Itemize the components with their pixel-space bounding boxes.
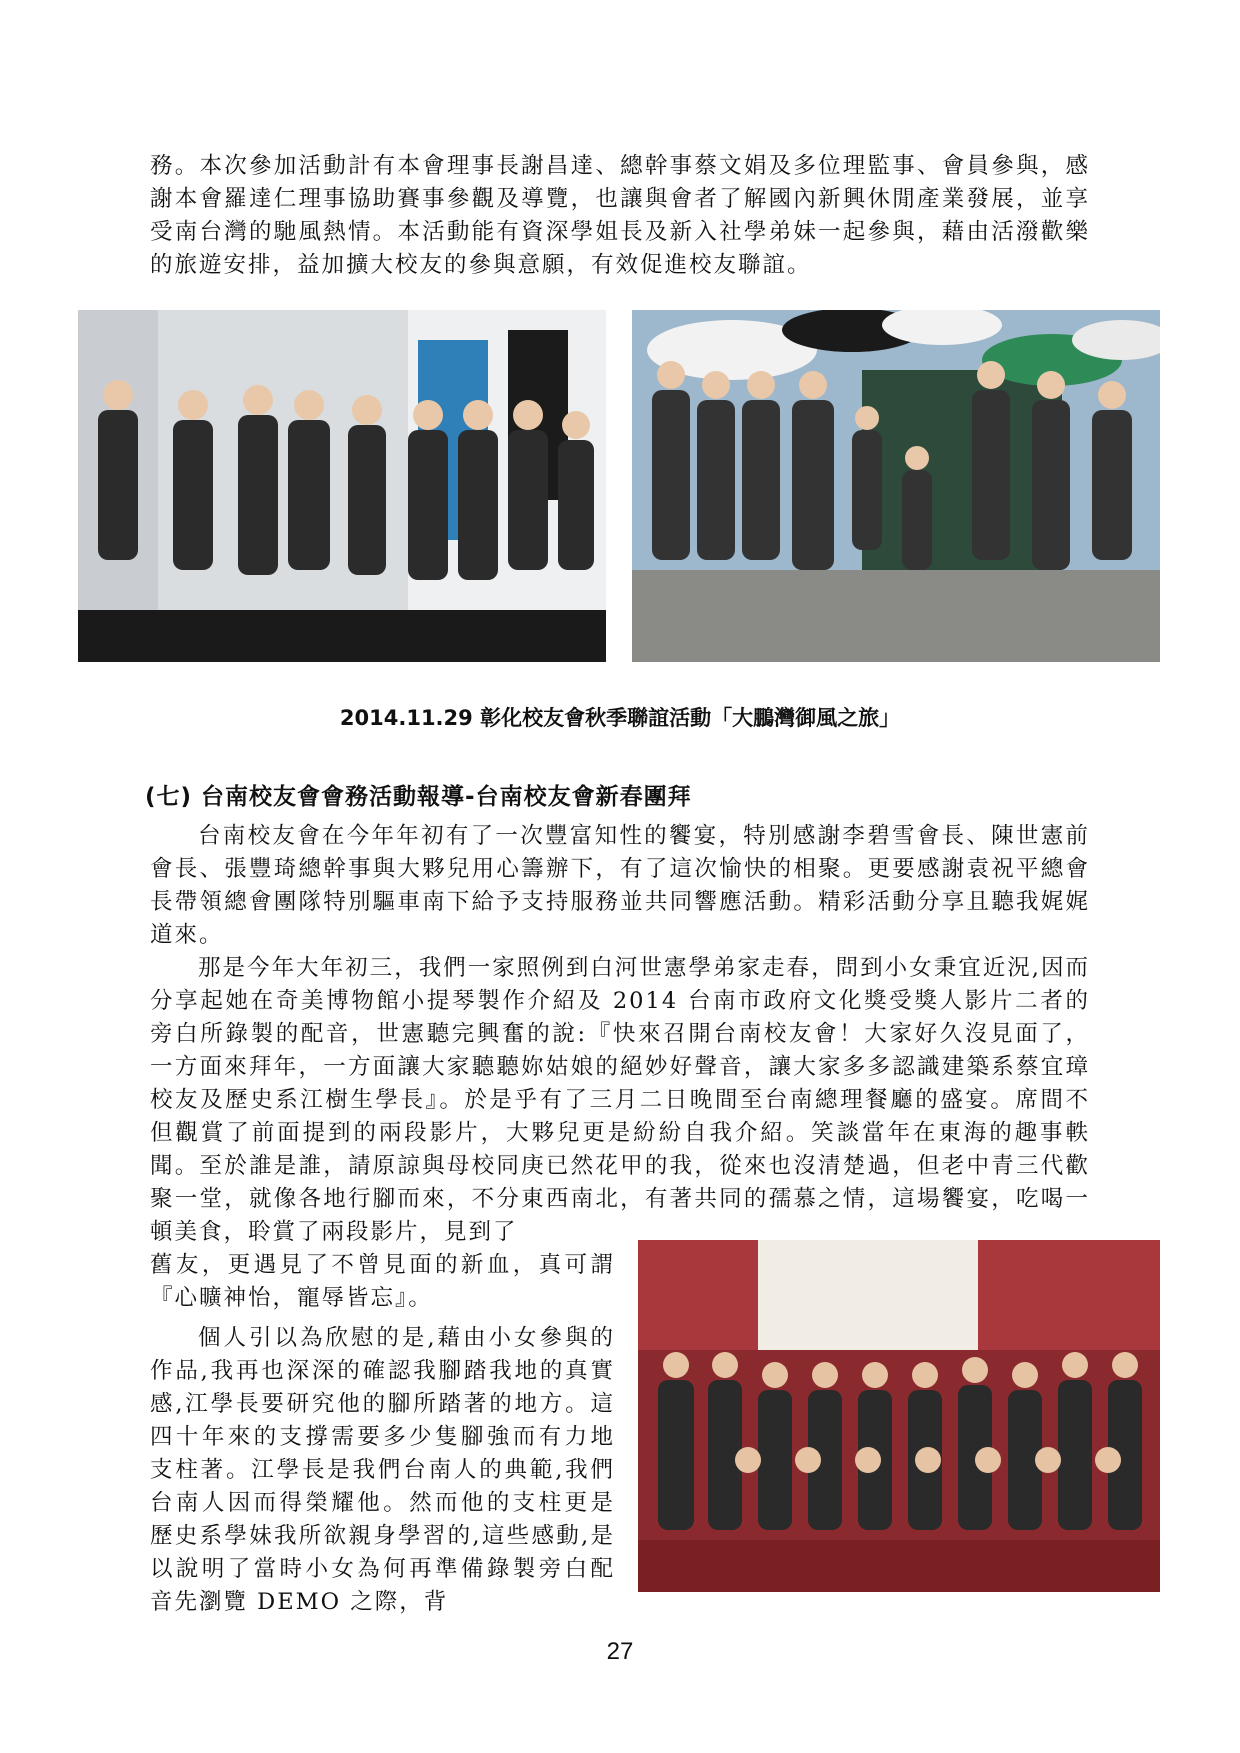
photo-tainan-gathering bbox=[638, 1240, 1160, 1592]
top-paragraph: 務。本次參加活動計有本會理事長謝昌達、總幹事蔡文娟及多位理監事、會員參與，感謝本會羅達仁理事協助賽事參觀及導覽，也讓與會者了解國內新興休閒產業發展，並享受南台灣的馳風熱情。本活動能有資深學姐長及新入社學弟妹一起參與，藉由活潑歡樂的旅遊安排，益加擴大校友的參與意願，有效促進校友聯誼。 bbox=[150, 153, 1090, 278]
section-heading: (七) 台南校友會會務活動報導-台南校友會新春團拜 bbox=[145, 784, 692, 810]
paragraph-2-tail: 舊友，更遇見了不曾見面的新血，真可謂『心曠神怡，寵辱皆忘』。 bbox=[150, 1252, 615, 1311]
photo-group-umbrellas bbox=[632, 310, 1160, 662]
photo-caption: 2014.11.29 彰化校友會秋季聯誼活動「大鵬灣御風之旅」 bbox=[339, 706, 901, 730]
page-number: 27 bbox=[606, 1638, 634, 1665]
photo-group-booth bbox=[78, 310, 606, 662]
paragraph-3: 個人引以為欣慰的是,藉由小女參與的作品,我再也深深的確認我腳踏我地的真實感,江學長要研究他的腳所踏著的地方。這四十年來的支撐需要多少隻腳強而有力地支柱著。江學長是我們台南人的典範,我們台南人因而得榮耀他。然而他的支柱更是歷史系學妹我所欲親身學習的,這些感動,是以說明了當時小女為何再準備錄製旁白配音先瀏覽 DEMO 之際，背 bbox=[150, 1325, 615, 1615]
paragraph-1: 台南校友會在今年年初有了一次豐富知性的饗宴，特別感謝李碧雪會長、陳世憲前會長、張豐琦總幹事與大夥兒用心籌辦下，有了這次愉快的相聚。更要感謝袁祝平總會長帶領總會團隊特別驅車南下給予支持服務並共同響應活動。精彩活動分享且聽我娓娓道來。 bbox=[150, 823, 1090, 948]
paragraph-2: 那是今年大年初三，我們一家照例到白河世憲學弟家走春，問到小女秉宜近況,因而分享起她在奇美博物館小提琴製作介紹及 2014 台南市政府文化獎受獎人影片二者的旁白所錄製的配音，世憲聽完興奮的說:『快來召開台南校友會！大家好久沒見面了，一方面來拜年，一方面讓大家聽聽妳姑娘的絕妙好聲音，讓大家多多認識建築系蔡宜璋校友及歷史系江樹生學長』。於是乎有了三月二日晚間至台南總理餐廳的盛宴。席間不但觀賞了前面提到的兩段影片，大夥兒更是紛紛自我介紹。笑談當年在東海的趣事軼聞。至於誰是誰，請原諒與母校同庚已然花甲的我，從來也沒清楚過，但老中青三代歡聚一堂，就像各地行腳而來，不分東西南北，有著共同的孺慕之情，這場饗宴，吃喝一頓美食，聆賞了兩段影片，見到了 bbox=[150, 955, 1090, 1245]
